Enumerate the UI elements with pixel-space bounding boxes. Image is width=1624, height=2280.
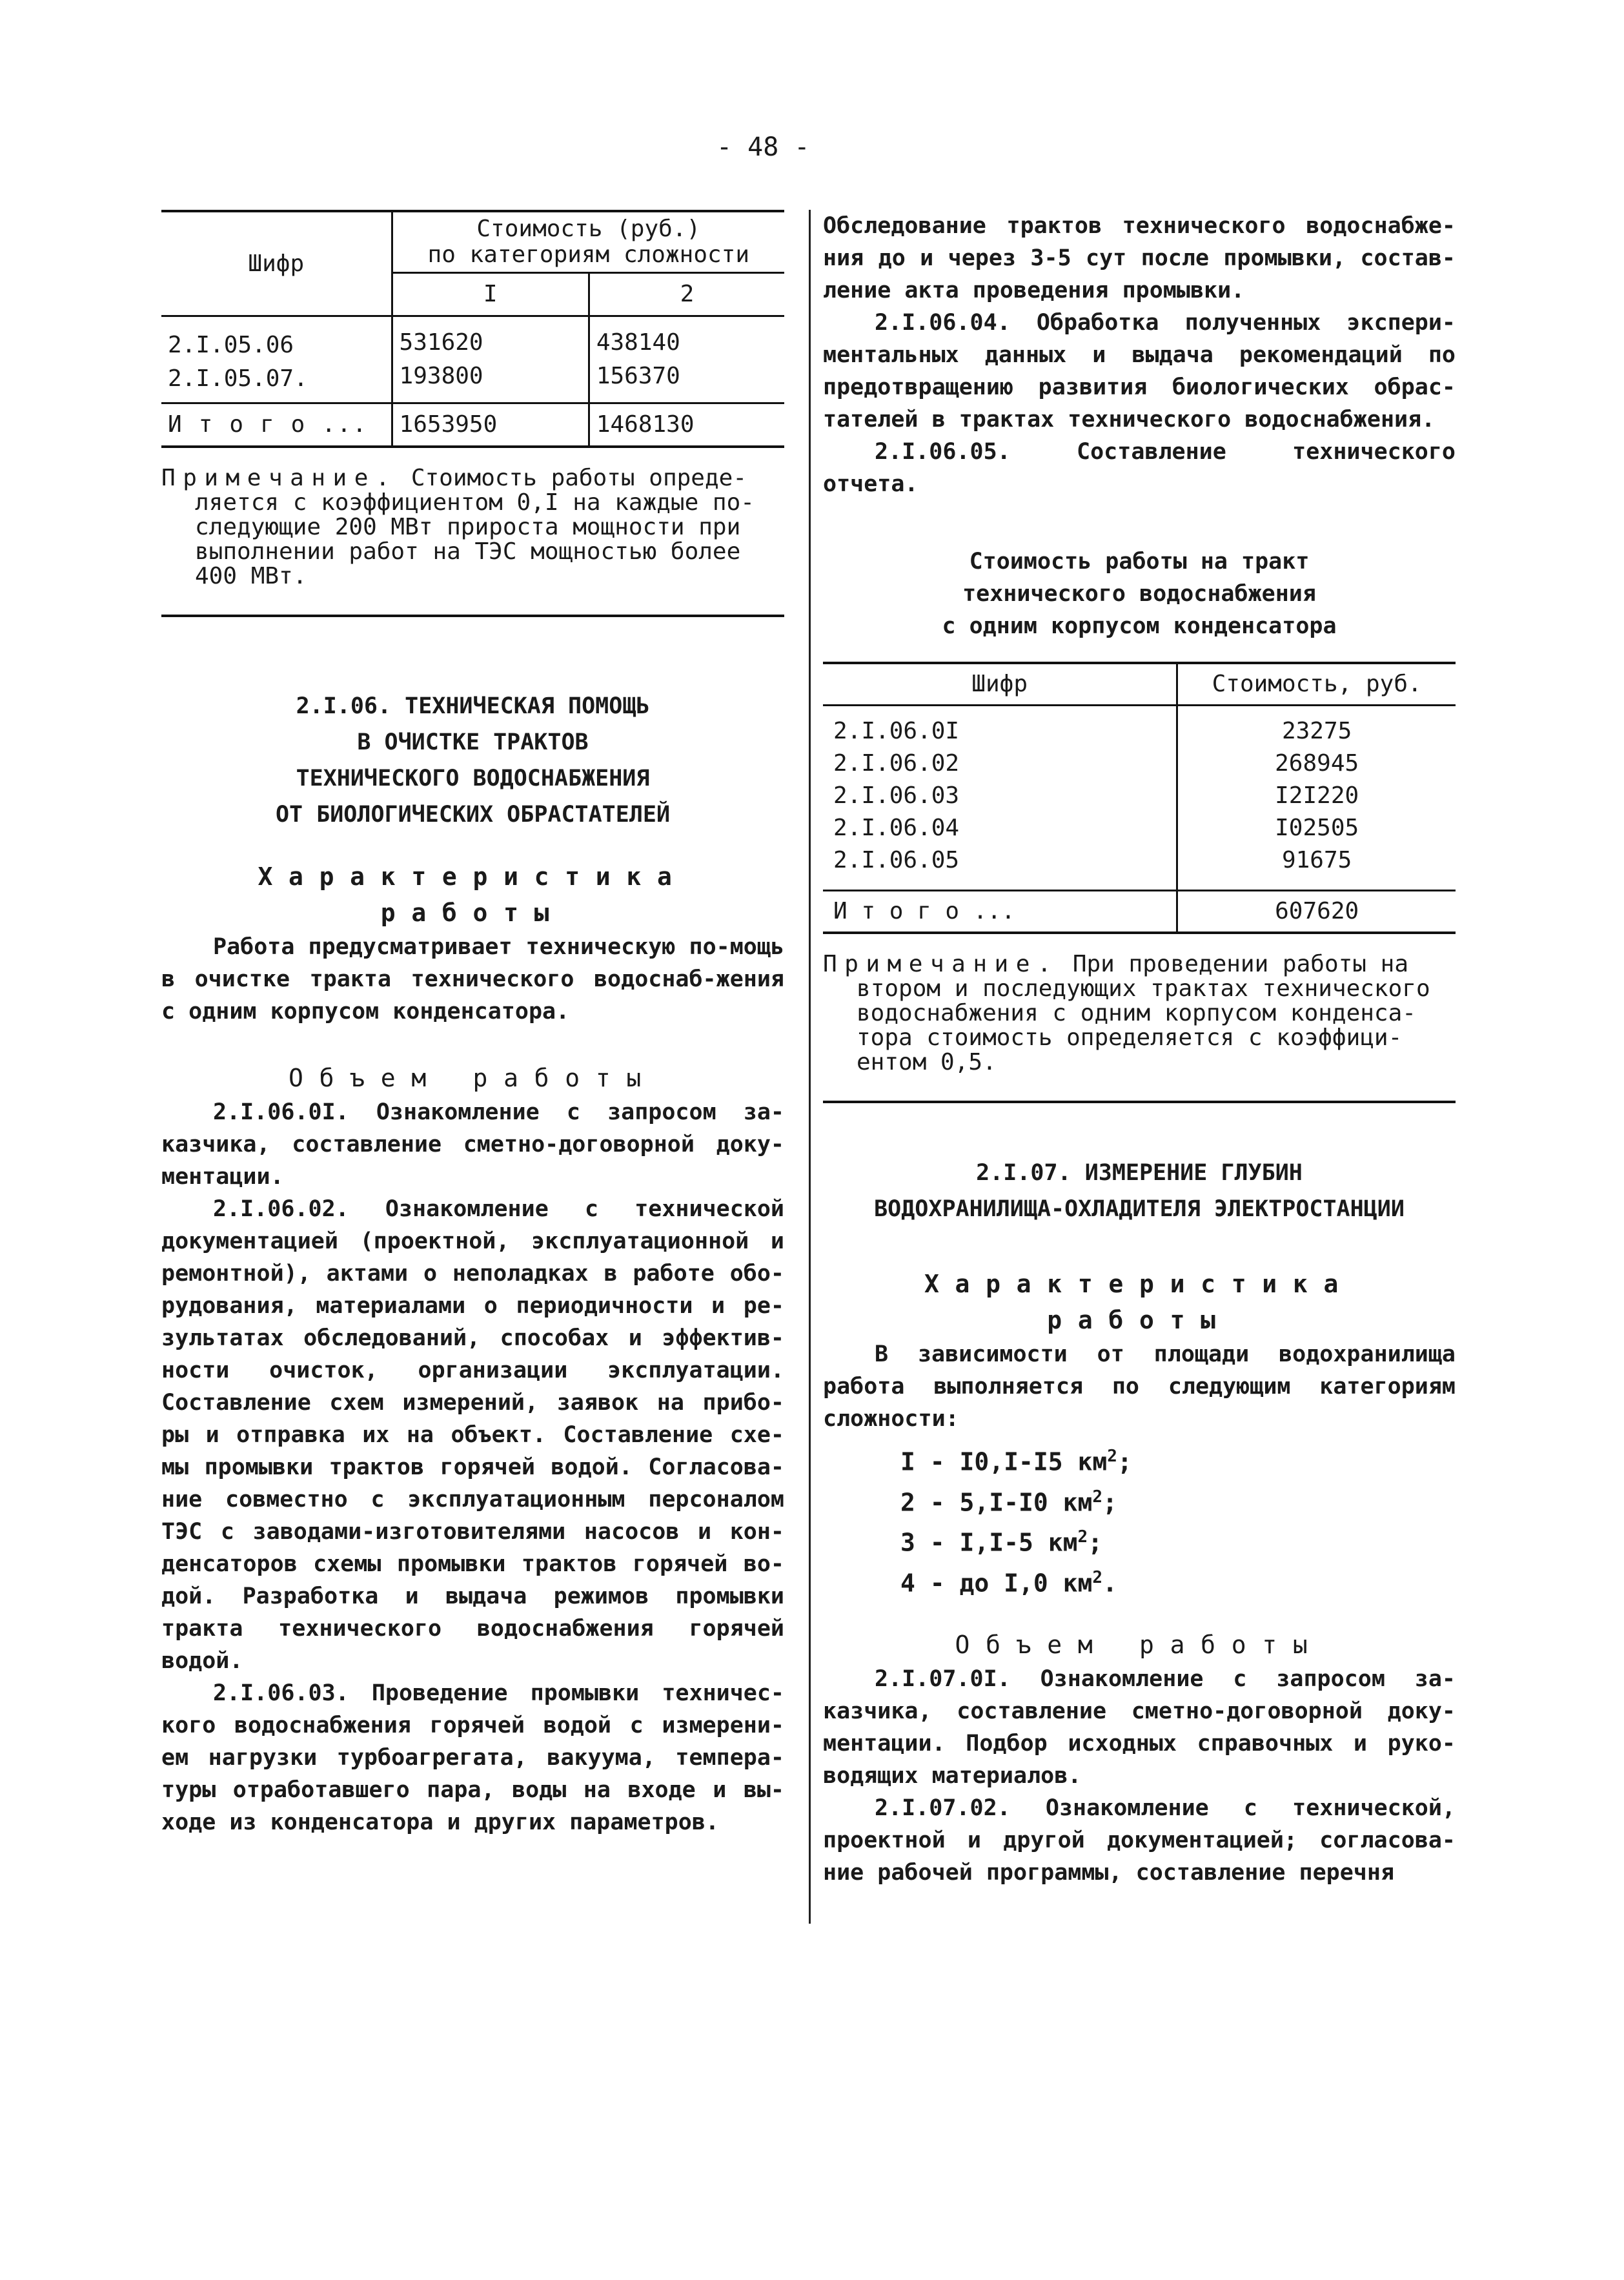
item-2-1-06-05: 2.I.06.05. Составление технического отчета. bbox=[823, 439, 1456, 497]
characteristics-heading: Характеристика работы bbox=[258, 862, 688, 927]
item-2-1-06-03: 2.I.06.03. Проведение промывки техничес-кого водоснабжения горячей водой с измерени-ем нагрузки турбоагрегата, вакуума, темпера-туры отработавшего пара, воды на входе и вы-ходе из конденсатора и других параметров. bbox=[161, 1680, 784, 1835]
col-header-code: Шифр bbox=[161, 211, 392, 316]
list-item: I - I0,I-I5 $км^2$; bbox=[900, 1447, 1132, 1476]
item-2-1-06-03-continued: Обследование трактов технического водоснабже-ния до и через 3-5 сут после промывки, состав-ление акта проведения промывки. bbox=[823, 213, 1456, 303]
scope-heading: Объем работы bbox=[955, 1630, 1324, 1659]
col-header-cat2: 2 bbox=[589, 273, 784, 316]
table-total-row: И т о г о ... 1653950 1468130 bbox=[161, 403, 784, 447]
col-header-cat1: I bbox=[392, 273, 589, 316]
col-header-cost: Стоимость (руб.) по категориям сложности bbox=[392, 211, 784, 273]
left-column bbox=[161, 210, 784, 1838]
list-item: 2 - 5,I-I0 $км^2$; bbox=[900, 1487, 1117, 1517]
list-item: 4 - до I,0 $км^2$. bbox=[900, 1567, 1117, 1598]
table-total-row: И т о г о ... 607620 bbox=[823, 891, 1456, 933]
table-row: 2.I.06.0I 2.I.06.02 2.I.06.03 2.I.06.04 2.I.06.05 23275 268945 I2I220 I02505 91675 bbox=[823, 706, 1456, 891]
item-2-1-06-04: 2.I.06.04. Обработка полученных экспери-ментальных данных и выдача рекомендаций по предотвращению развития биологических обрас-тателей в трактах технического водоснабжения. bbox=[823, 310, 1456, 433]
scope-heading: Объем работы bbox=[289, 1064, 657, 1092]
item-2-1-07-02: 2.I.07.02. Ознакомление с технической, проектной и другой документацией; согласова-ние рабочей программы, составление перечня bbox=[823, 1795, 1456, 1886]
col-header-cost: Стоимость, руб. bbox=[1177, 663, 1456, 706]
item-2-1-06-02: 2.I.06.02. Ознакомление с технической документацией (проектной, эксплуатационной и ремонтной), актами о неполадках в работе обо-рудования, материалами о периодичности и ре-зультатах обследований, способах и эффектив-ности очисток, организации эксплуатации. Составление схем измерений, заявок на прибо-ры и отправка их на объект. Составление схе-мы промывки трактов горячей водой. Согласова-ние совместно с эксплуатационным персоналом ТЭС с заводами-изготовителями насосов и кон-денсаторов схемы промывки трактов горячей во-дой. Разработка и выдача режимов промывки тракта технического водоснабжения горячей водой. bbox=[161, 1196, 784, 1674]
complexity-categories bbox=[823, 1439, 1456, 1601]
note-right: Примечание. При проведении работы на втором и последующих трактах технического водоснабжения с одним корпусом конденса- тора стоимость определяется с коэффици- ентом 0,5. bbox=[823, 951, 1430, 1075]
cost-table-2-1-05 bbox=[161, 210, 784, 448]
item-2-1-06-01: 2.I.06.0I. Ознакомление с запросом за-казчика, составление сметно-договорной доку-ментации. bbox=[161, 1099, 784, 1190]
characteristics-text: В зависимости от площади водохранилища работа выполняется по следующим категориям сложности: bbox=[823, 1341, 1456, 1432]
note-left: Примечание. Стоимость работы опреде- ляется с коэффициентом 0,I на каждые по- следующие 200 МВт прироста мощности при выполнении работ на ТЭС мощностью более 400 МВт. bbox=[161, 465, 755, 589]
cost-table-2-1-06 bbox=[823, 662, 1456, 934]
characteristics-heading: Характеристика работы bbox=[924, 1270, 1355, 1334]
page-number: - 48 - bbox=[716, 132, 810, 162]
table-caption: Стоимость работы на тракт технического водоснабжения с одним корпусом конденсатора bbox=[942, 549, 1337, 639]
column-divider bbox=[809, 210, 811, 1924]
separator bbox=[161, 615, 784, 617]
item-2-1-07-01: 2.I.07.0I. Ознакомление с запросом за-казчика, составление сметно-договорной доку-ментации. Подбор исходных справочных и руко-водящих материалов. bbox=[823, 1665, 1456, 1789]
col-header-code: Шифр bbox=[823, 663, 1177, 706]
list-item: 3 - I,I-5 $км^2$; bbox=[900, 1527, 1103, 1557]
table-row: 2.I.05.06 2.I.05.07. 531620 193800 438140 156370 bbox=[161, 316, 784, 403]
right-column bbox=[823, 210, 1456, 1889]
section-title-2-1-06: 2.I.06. ТЕХНИЧЕСКАЯ ПОМОЩЬ В ОЧИСТКЕ ТРАКТОВ ТЕХНИЧЕСКОГО ВОДОСНАБЖЕНИЯ ОТ БИОЛОГИЧЕСКИХ ОБРАСТАТЕЛЕЙ bbox=[275, 693, 671, 828]
separator bbox=[823, 1101, 1456, 1103]
characteristics-text: Работа предусматривает техническую по-мощь в очистке тракта технического водоснаб-жения с одним корпусом конденсатора. bbox=[161, 934, 785, 1024]
section-title-2-1-07: 2.I.07. ИЗМЕРЕНИЕ ГЛУБИН ВОДОХРАНИЛИЩА-ОХЛАДИТЕЛЯ ЭЛЕКТРОСТАНЦИИ bbox=[874, 1160, 1405, 1222]
